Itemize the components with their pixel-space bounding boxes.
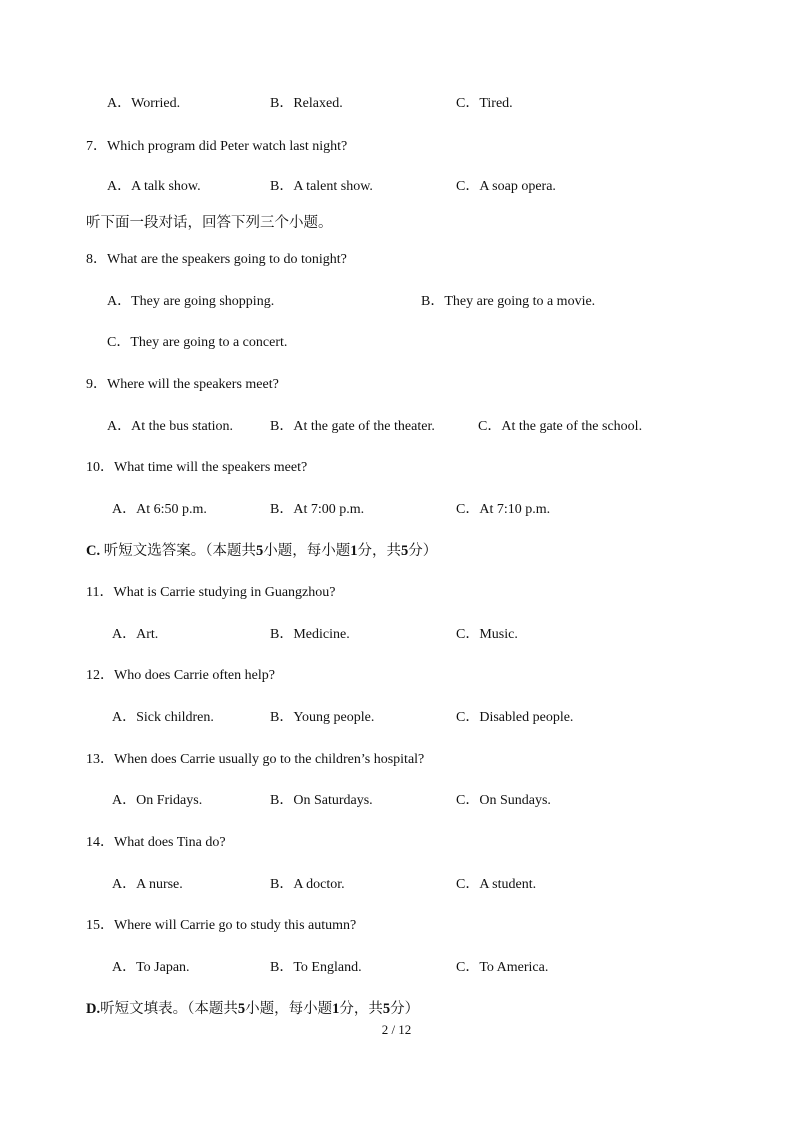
answer-option: A．Sick children. (112, 710, 214, 725)
answer-option: B．A doctor. (270, 877, 345, 892)
section-heading-secC (86, 539, 437, 560)
answer-option: C．At the gate of the school. (478, 419, 643, 434)
question-q7: 7．Which program did Peter watch last night? (86, 139, 348, 154)
answer-option: B．On Saturdays. (270, 793, 373, 808)
section-letter: C. (86, 543, 104, 559)
answer-option: C．To America. (456, 960, 549, 975)
answer-option: A．They are going shopping. (107, 294, 275, 309)
answer-option: A．To Japan. (112, 960, 190, 975)
answer-option: A．On Fridays. (112, 793, 203, 808)
answer-option: C．They are going to a concert. (107, 335, 288, 350)
answer-option: C．Disabled people. (456, 710, 574, 725)
answer-option: A．At the bus station. (107, 419, 233, 434)
answer-option: A．At 6:50 p.m. (112, 502, 207, 517)
answer-option: C．Music. (456, 627, 518, 642)
answer-option: B．A talent show. (270, 179, 373, 194)
answer-option: B．At the gate of the theater. (270, 419, 435, 434)
answer-option: B．To England. (270, 960, 362, 975)
question-q15: 15．Where will Carrie go to study this autumn? (86, 918, 357, 933)
question-q8: 8．What are the speakers going to do tonight? (86, 252, 347, 267)
section-title: 听短文填表。（本题共5小题，每小题1分，共5分） (100, 1001, 420, 1017)
question-q12: 12．Who does Carrie often help? (86, 668, 275, 683)
question-q14: 14．What does Tina do? (86, 835, 226, 850)
answer-option: A．Art. (112, 627, 159, 642)
section-letter: D. (86, 1001, 101, 1017)
answer-option: C．A student. (456, 877, 537, 892)
page-number: 2 / 12 (381, 1022, 412, 1037)
answer-option: B．At 7:00 p.m. (270, 502, 365, 517)
question-q13: 13．When does Carrie usually go to the children’s hospital? (86, 752, 425, 767)
answer-option: B．They are going to a movie. (421, 294, 596, 309)
answer-option: B．Medicine. (270, 627, 350, 642)
answer-option: A．A nurse. (112, 877, 183, 892)
answer-option: C．On Sundays. (456, 793, 551, 808)
section-title: 听短文选答案。（本题共5小题，每小题1分，共5分） (103, 543, 438, 559)
answer-option: A．A talk show. (107, 179, 201, 194)
section-heading-secD (86, 997, 419, 1018)
answer-option: A．Worried. (107, 96, 181, 111)
answer-option: C．Tired. (456, 96, 513, 111)
question-q10: 10．What time will the speakers meet? (86, 460, 308, 475)
section-instruction: 听下面一段对话，回答下列三个小题。 (86, 215, 333, 231)
answer-option: C．At 7:10 p.m. (456, 502, 551, 517)
answer-option: B．Young people. (270, 710, 375, 725)
question-q11: 11．What is Carrie studying in Guangzhou? (86, 585, 336, 600)
answer-option: C．A soap opera. (456, 179, 556, 194)
question-q9: 9．Where will the speakers meet? (86, 377, 279, 392)
answer-option: B．Relaxed. (270, 96, 343, 111)
